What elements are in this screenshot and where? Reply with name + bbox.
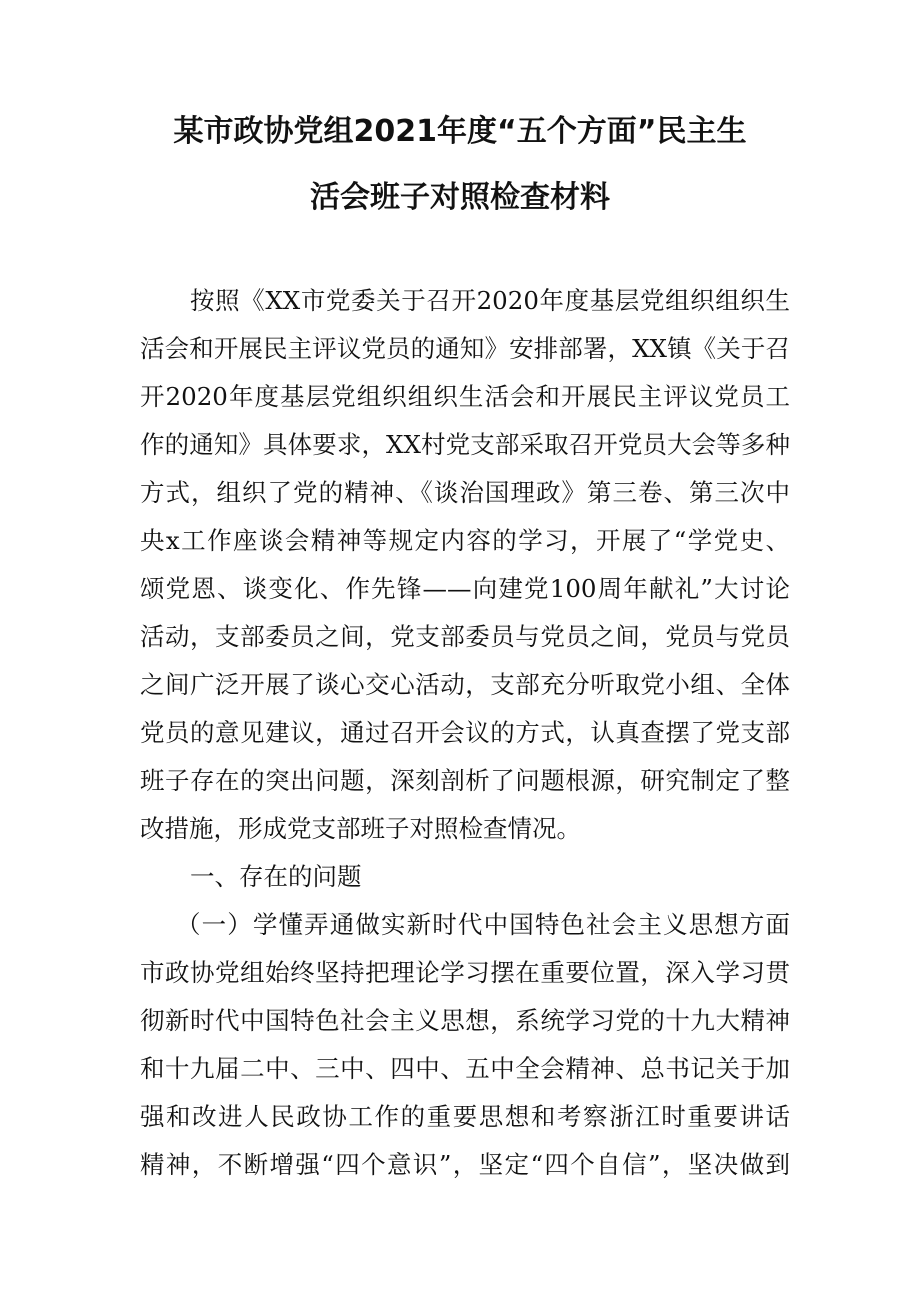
paragraph-1-line: 作的通知》具体要求，XX村党支部采取召开党员大会等多种 [140, 430, 790, 459]
paragraph-1-line: 改措施，形成党支部班子对照检查情况。 [140, 814, 581, 843]
subsection-heading: （一）学懂弄通做实新时代中国特色社会主义思想方面 [176, 910, 790, 939]
paragraph-1-line: 按照《XX市党委关于召开2020年度基层党组织组织生 [190, 286, 790, 315]
document-title-line-1: 某市政协党组2021年度“五个方面”民主生 [173, 114, 747, 149]
paragraph-1-line: 开2020年度基层党组织组织生活会和开展民主评议党员工 [140, 382, 790, 411]
paragraph-1-line: 方式，组织了党的精神、《谈治国理政》第三卷、第三次中 [140, 478, 790, 507]
document-title-line-2: 活会班子对照检查材料 [310, 180, 610, 215]
paragraph-1-line: 活动，支部委员之间，党支部委员与党员之间，党员与党员 [140, 622, 790, 651]
paragraph-1-line: 党员的意见建议，通过召开会议的方式，认真查摆了党支部 [140, 718, 790, 747]
paragraph-1-line: 央x工作座谈会精神等规定内容的学习，开展了“学党史、 [140, 526, 790, 555]
paragraph-2-line: 彻新时代中国特色社会主义思想，系统学习党的十九大精神 [140, 1006, 790, 1035]
paragraph-2-line: 强和改进人民政协工作的重要思想和考察浙江时重要讲话 [140, 1102, 790, 1131]
paragraph-1-line: 之间广泛开展了谈心交心活动，支部充分听取党小组、全体 [140, 670, 790, 699]
paragraph-1-line: 班子存在的突出问题，深刻剖析了问题根源，研究制定了整 [140, 766, 790, 795]
paragraph-2-line: 市政协党组始终坚持把理论学习摆在重要位置，深入学习贯 [140, 958, 790, 987]
paragraph-2-line: 精神，不断增强“四个意识”，坚定“四个自信”，坚决做到 [140, 1150, 790, 1179]
paragraph-1-line: 颂党恩、谈变化、作先锋——向建党100周年献礼”大讨论 [140, 574, 790, 603]
paragraph-1-line: 活会和开展民主评议党员的通知》安排部署，XX镇《关于召 [140, 334, 790, 363]
section-heading: 一、存在的问题 [190, 862, 362, 891]
paragraph-2-line: 和十九届二中、三中、四中、五中全会精神、总书记关于加 [140, 1054, 790, 1083]
